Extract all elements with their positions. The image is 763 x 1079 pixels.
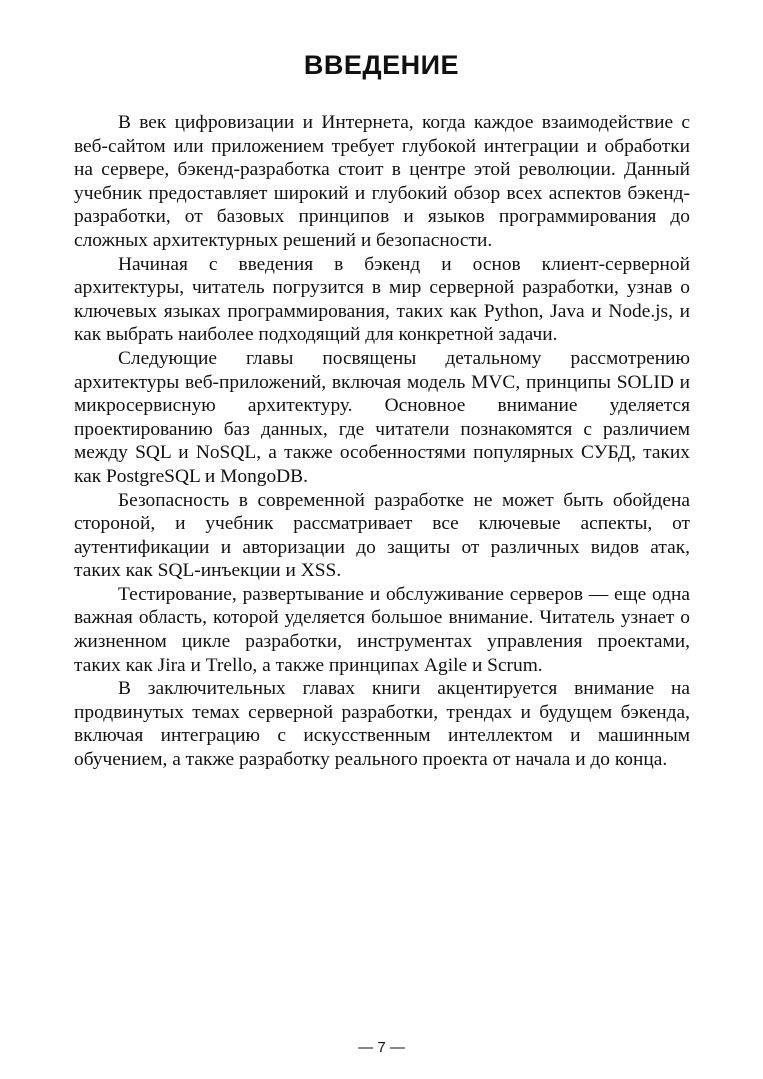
body-text (74, 111, 690, 772)
paragraph: Тестирование, развертывание и обслуживание серверов — еще одна важная область, которой уделяется большое внимание. Читатель узнает о жизненном цикле разработки, инструментах управления проектами, таких как Jira и Trello, а также принципах Agile и Scrum. (74, 583, 690, 676)
paragraph: В век цифровизации и Интернета, когда каждое взаимодействие с веб-сайтом или приложением требует глубокой интеграции и обработки на сервере, бэкенд-разработка стоит в центре этой революции. Данный учебник предоставляет широкий и глубокий обзор всех аспектов бэкенд-разработки, от базовых принципов и языков программирования до сложных архитектурных решений и безопасности. (74, 112, 690, 251)
page-title: ВВЕДЕНИЕ (303, 50, 460, 80)
paragraph: В заключительных главах книги акцентируется внимание на продвинутых темах серверной разработки, трендах и будущем бэкенда, включая интеграцию с искусственным интеллектом и машинным обучением, а также разработку реального проекта от начала и до конца. (74, 678, 690, 771)
paragraph: Безопасность в современной разработке не может быть обойдена стороной, и учебник рассматривает все ключевые аспекты, от аутентификации и авторизации до защиты от различных видов атак, таких как SQL-инъекции и XSS. (74, 489, 690, 582)
paragraph: Следующие главы посвящены детальному рассмотрению архитектуры веб-приложений, включая модель MVC, принципы SOLID и микросервисную архитектуру. Основное внимание уделяется проектированию баз данных, где читатели познакомятся с различием между SQL и NoSQL, а также особенностями популярных СУБД, таких как PostgreSQL и MongoDB. (74, 347, 690, 487)
paragraph: Начиная с введения в бэкенд и основ клиент-серверной архитектуры, читатель погрузится в мир серверной разработки, узнав о ключевых языках программирования, таких как Python, Java и Node.js, и как выбрать наиболее подходящий для конкретной задачи. (74, 253, 690, 346)
page-number: — 7 — (358, 1039, 405, 1056)
